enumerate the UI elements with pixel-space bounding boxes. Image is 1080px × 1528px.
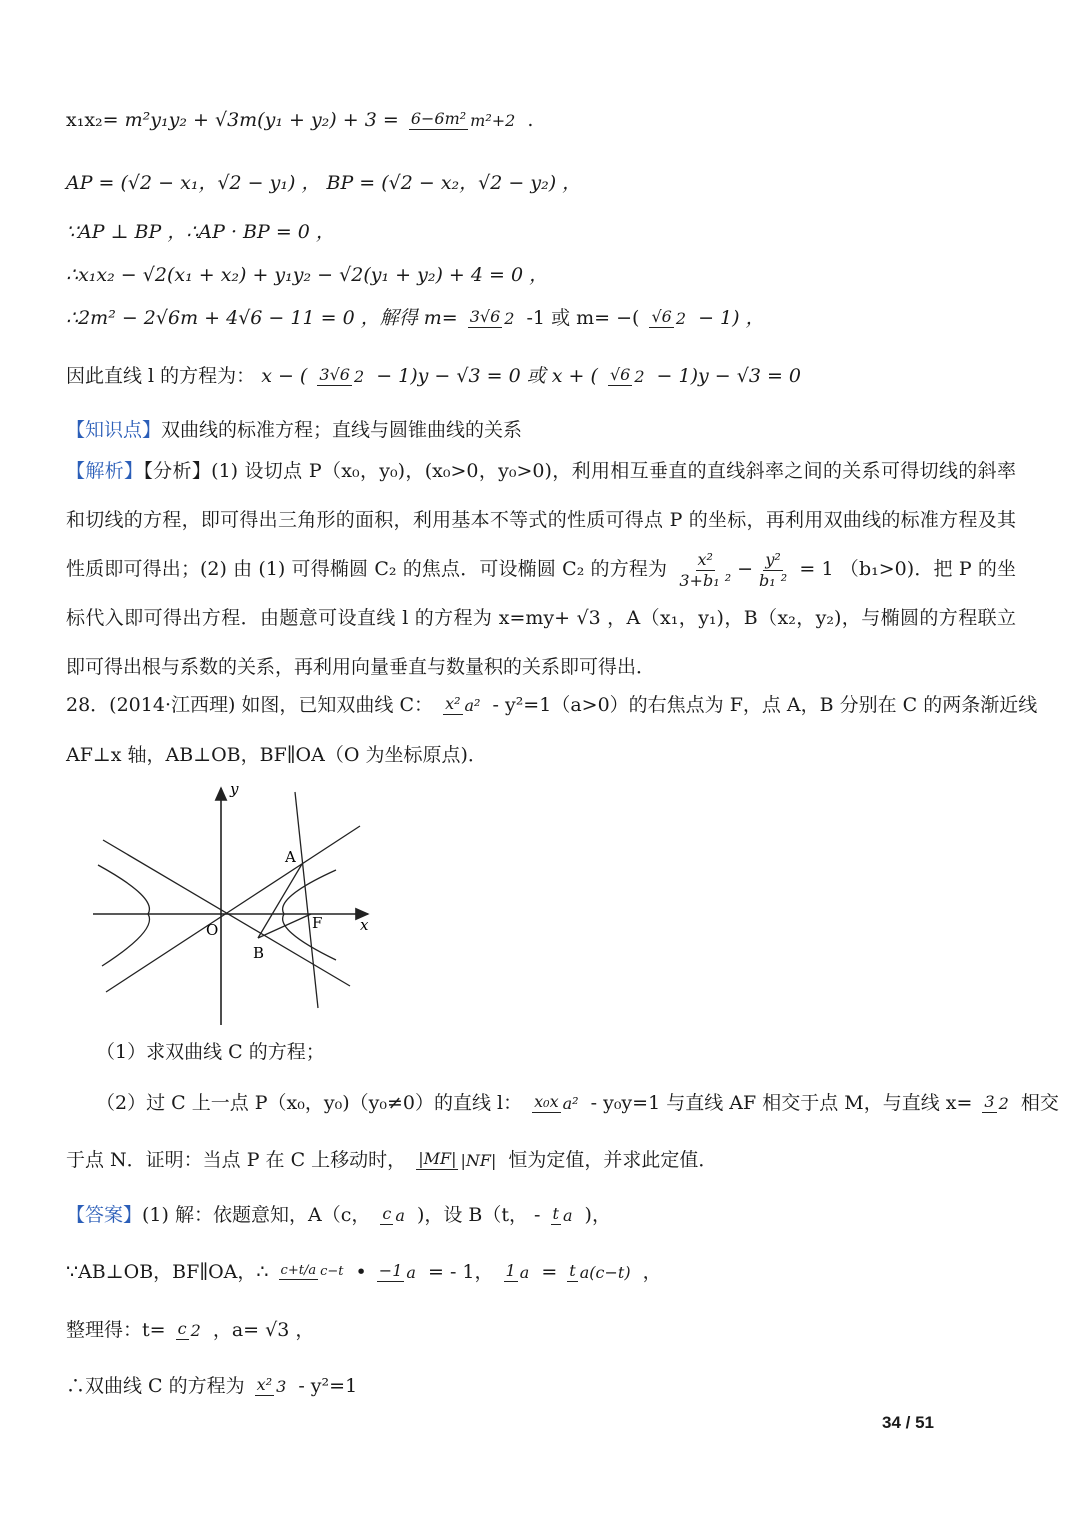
question-28-line-2: AF⊥x 轴，AB⊥OB，BF∥OA（O 为坐标原点)． [66, 744, 487, 766]
answer-1-fraction-2: t a [552, 1204, 573, 1225]
answer-2-fraction-4: t a(c−t) [569, 1261, 631, 1282]
eq5-part-a: ∴2m² − 2√6m + 4√6 − 11 = 0 ，解得 m= [66, 306, 458, 329]
answer-3-a: 整理得：t= [66, 1318, 166, 1341]
eq6-fraction-2: √6 2 [609, 365, 645, 386]
answer-line-2 [66, 1262, 662, 1282]
analysis-fraction-2: $\frac{\text{y²}}{\text{b₁ ²}}$ [759, 549, 788, 590]
analysis-text-1: 【分析】(1) 设切点 P（x₀，y₀)，(x₀>0，y₀>0)，利用相互垂直的直线斜率之间的关系可得切线的斜率和切线的方程，即可得出三角形的面积，利用基本不等式的性质可得点 P 的坐标，再利用双曲线的标准方程及其性质即可得出；(2) 由 (1) 可得椭圆 C₂ 的焦点．可设椭圆 C₂ 的方程为 [66, 460, 1016, 580]
label-b: B [253, 944, 265, 962]
hyperbola-figure [88, 780, 388, 1030]
analysis-text-2: = 1 （b₁>0)．把 P 的坐标代入即可得出方程．由题意可设直线 l 的方程为 x=my+ √3 ，A（x₁，y₁)，B（x₂，y₂)，与椭圆的方程联立即可得出根与系数的关系，再利用向量垂直与数量积的关系即可得出． [66, 558, 1016, 678]
sub-question-3-fraction: |MF| |NF| [418, 1149, 497, 1170]
question-28-line-1 [66, 695, 1037, 715]
answer-4-a: ∴双曲线 C 的方程为 [66, 1374, 245, 1397]
sub-question-2-fraction-1: x₀x a² [534, 1092, 579, 1113]
answer-2-dot: • [355, 1260, 367, 1283]
hyperbola-left-branch [98, 865, 150, 966]
answer-1-b: )，设 B（t， - [416, 1203, 541, 1226]
answer-1-c: )， [584, 1203, 611, 1226]
answer-4-b: - y²=1 [298, 1374, 358, 1397]
analysis-tag: 【解析】 [66, 460, 144, 482]
equation-line-4: ∴x₁x₂ − √2(x₁ + x₂) + y₁y₂ − √2(y₁ + y₂) + 4 = 0 ， [66, 264, 549, 286]
sub-question-2-middle: - y₀y=1 与直线 AF 相交于点 M，与直线 x= [590, 1091, 973, 1114]
page-number: 34 / 51 [882, 1413, 934, 1432]
line-af [295, 792, 318, 1008]
eq5-part-c: − 1) ， [698, 306, 765, 329]
eq5-part-b: -1 或 m= −( [526, 306, 640, 329]
label-o: O [206, 921, 219, 939]
answer-2-fraction-2: −1 a [378, 1261, 416, 1282]
answer-line-1 [66, 1205, 611, 1225]
eq1-body: m²y₁y₂ + √3m(y₁ + y₂) + 3 = [124, 108, 399, 131]
answer-2-fraction-1: c+t/a c−t [280, 1262, 344, 1280]
label-a: A [285, 848, 296, 866]
sub-question-2-end: 相交 [1020, 1091, 1059, 1114]
eq5-fraction-1: 3√6 2 [469, 307, 515, 328]
eq6-part-b: x − ( [261, 364, 308, 387]
equation-line-1 [66, 110, 533, 130]
sub-question-2-fraction-2: 3 2 [984, 1092, 1009, 1113]
answer-2-equals: = [541, 1260, 558, 1283]
label-x: x [360, 916, 369, 934]
answer-2-c: = - 1， [427, 1260, 494, 1283]
question-28-intro: 28．(2014·江西理) 如图，已知双曲线 C： [66, 693, 434, 716]
question-28-rest: - y²=1（a>0）的右焦点为 F，点 A，B 分别在 C 的两条渐近线 [492, 693, 1038, 716]
analysis-fraction-1: $\frac{\text{x²}}{\text{3+b₁ ²}}$ [679, 549, 732, 590]
eq6-intro: 因此直线 l 的方程为： [66, 364, 256, 387]
equation-line-2: AP = (√2 − x₁，√2 − y₁) ， BP = (√2 − x₂，√2 − y₂) ， [66, 172, 582, 194]
knowledge-point-text: 双曲线的标准方程；直线与圆锥曲线的关系 [161, 418, 523, 441]
eq1-lhs: x₁x₂= [66, 108, 119, 131]
sub-question-2 [96, 1093, 1059, 1113]
answer-1-a: (1) 解：依题意知，A（c， [142, 1203, 371, 1226]
analysis-paragraph [66, 447, 1016, 692]
answer-line-4 [66, 1376, 357, 1396]
label-y: y [230, 780, 239, 798]
answer-4-fraction: x² 3 [256, 1375, 287, 1396]
eq1-fraction: 6−6m² m²+2 [410, 109, 516, 130]
line-ab [258, 864, 302, 938]
equation-line-5 [66, 308, 765, 328]
eq1-period: . [527, 108, 534, 131]
answer-2-comma: ， [642, 1260, 662, 1283]
line-bf [258, 914, 311, 938]
answer-2-a: ∵AB⊥OB，BF∥OA，∴ [66, 1260, 269, 1283]
analysis-minus: − [737, 558, 754, 580]
sub-question-2-intro: （2）过 C 上一点 P（x₀，y₀)（y₀≠0）的直线 l： [96, 1091, 523, 1114]
eq6-part-c: − 1)y − √3 = 0 或 x + ( [376, 364, 598, 387]
eq6-part-d: − 1)y − √3 = 0 [656, 364, 802, 387]
sub-question-1: （1）求双曲线 C 的方程； [96, 1041, 325, 1063]
asymptote-positive [106, 826, 360, 992]
equation-line-6 [66, 366, 801, 386]
answer-3-fraction: c 2 [177, 1319, 201, 1340]
label-f: F [312, 914, 323, 932]
knowledge-point-tag: 【知识点】 [66, 418, 162, 441]
answer-1-fraction-1: c a [382, 1204, 405, 1225]
answer-2-fraction-3: 1 a [505, 1261, 530, 1282]
sub-question-3-intro: 于点 N．证明：当点 P 在 C 上移动时， [66, 1148, 407, 1171]
answer-tag: 【答案】 [66, 1203, 143, 1226]
equation-line-3: ∵AP ⊥ BP ，∴AP · BP = 0 ， [66, 221, 335, 243]
sub-question-2-continued [66, 1150, 717, 1170]
answer-3-b: ，a= √3 ， [212, 1318, 315, 1341]
question-28-fraction: x² a² [445, 694, 481, 715]
answer-line-3 [66, 1320, 314, 1340]
eq5-fraction-2: √6 2 [651, 307, 687, 328]
eq6-fraction-1: 3√6 2 [319, 365, 365, 386]
knowledge-point [66, 420, 522, 440]
sub-question-3-end: 恒为定值，并求此定值． [508, 1148, 718, 1171]
